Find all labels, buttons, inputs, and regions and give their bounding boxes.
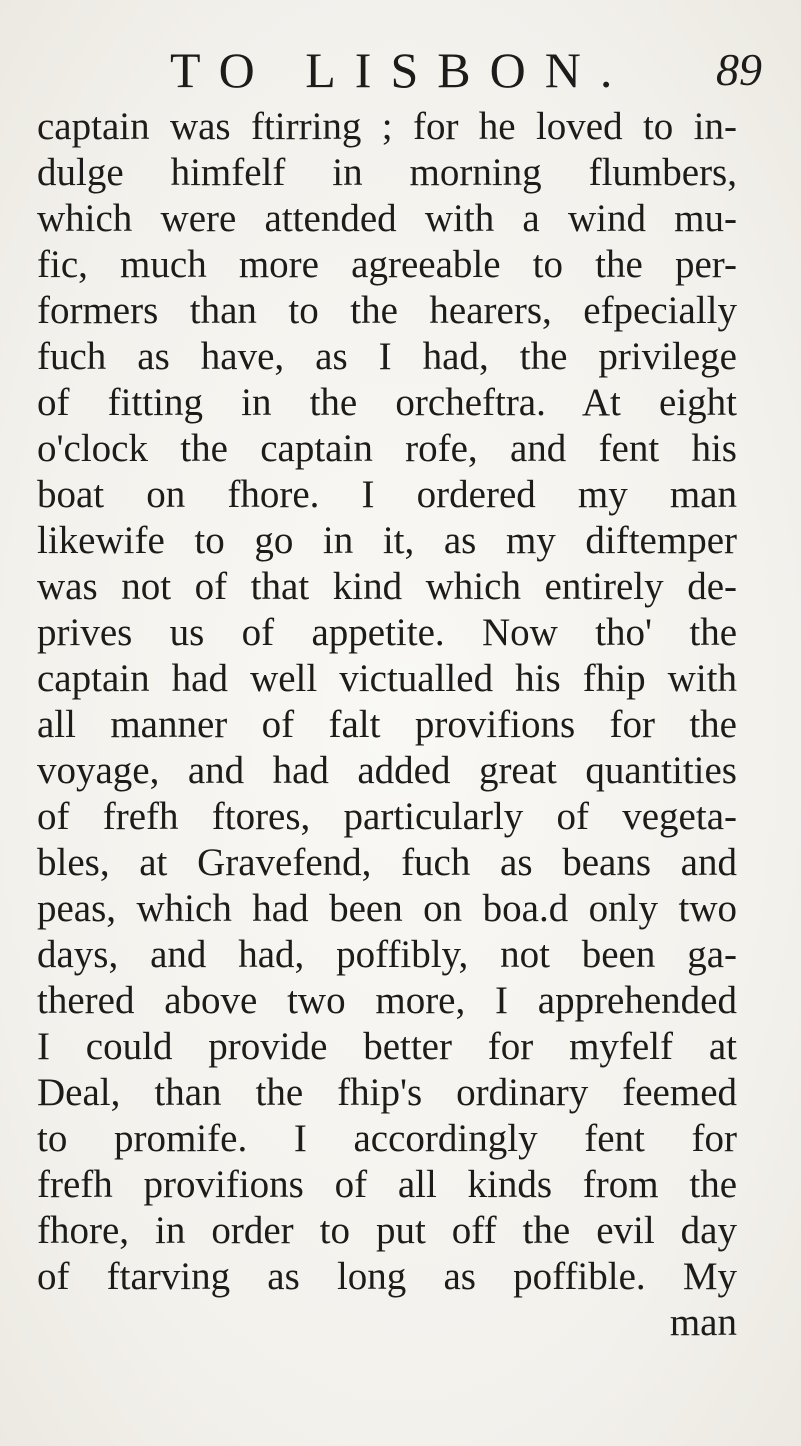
page-number: 89 [716,44,762,95]
text-line: of ftarving as long as poffible. My [37,1255,737,1298]
text-line: prives us of appetite. Now tho' the [37,611,737,654]
text-line: likewife to go in it, as my diftemper [37,519,737,562]
text-line: peas, which had been on boa.d only two [37,887,737,930]
text-line: boat on fhore. I ordered my man [37,473,737,516]
text-line: I could provide better for myfelf at [37,1025,737,1068]
text-line: of frefh ftores, particularly of vegeta- [37,795,737,838]
text-line: Deal, than the fhip's ordinary feemed [37,1071,737,1114]
text-line: formers than to the hearers, efpecially [37,289,737,332]
text-line: captain had well victualled his fhip with [37,657,737,700]
text-line: of fitting in the orcheftra. At eight [37,381,737,424]
text-line: frefh provifions of all kinds from the [37,1163,737,1206]
text-line: bles, at Gravefend, fuch as beans and [37,841,737,884]
running-head: TO LISBON. [170,42,632,98]
catchword: man [669,1301,737,1344]
text-line: voyage, and had added great quantities [37,749,737,792]
text-line: fuch as have, as I had, the privilege [37,335,737,378]
text-line: captain was ftirring ; for he loved to in- [37,105,737,148]
text-line: was not of that kind which entirely de- [37,565,737,608]
text-line: to promife. I accordingly fent for [37,1117,737,1160]
text-line: days, and had, poffibly, not been ga- [37,933,737,976]
text-line: thered above two more, I apprehended [37,979,737,1022]
text-line: all manner of falt provifions for the [37,703,737,746]
text-line: o'clock the captain rofe, and fent his [37,427,737,470]
text-line: which were attended with a wind mu- [37,197,737,240]
text-line: dulge himfelf in morning flumbers, [37,151,737,194]
text-line: fic, much more agreeable to the per- [37,243,737,286]
text-line: fhore, in order to put off the evil day [37,1209,737,1252]
